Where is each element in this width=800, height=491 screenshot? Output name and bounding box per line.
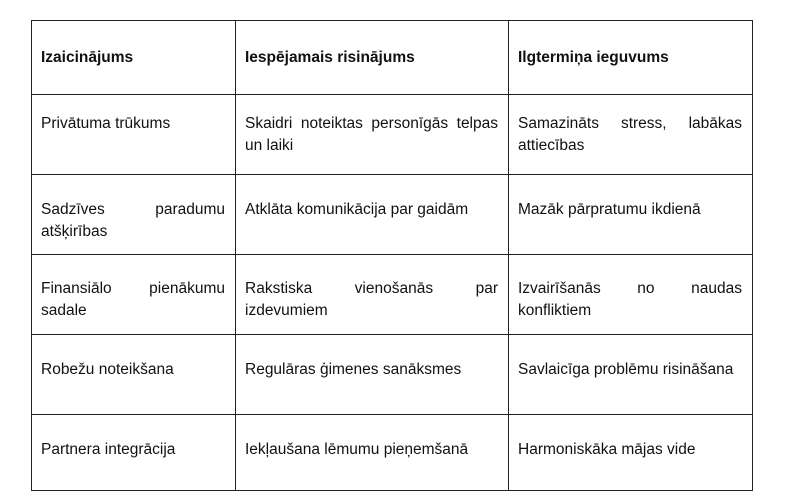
cell-challenge: Privātuma trūkums [32, 95, 236, 175]
cell-benefit: Samazināts stress, labākas attiecības [509, 95, 753, 175]
table-row [32, 175, 753, 255]
cell-solution: Iekļaušana lēmumu pieņemšanā [236, 415, 509, 491]
cell-challenge: Finansiālo pienākumu sadale [32, 255, 236, 335]
cell-benefit: Harmoniskāka mājas vide [509, 415, 753, 491]
table-row [32, 255, 753, 335]
cell-benefit: Mazāk pārpratumu ikdienā [509, 175, 753, 255]
cell-challenge: Partnera integrācija [32, 415, 236, 491]
cell-solution: Skaidri noteiktas personīgās telpas un laiki [236, 95, 509, 175]
cell-benefit: Savlaicīga problēmu risināšana [509, 335, 753, 415]
cell-challenge: Robežu noteikšana [32, 335, 236, 415]
header-benefit: Ilgtermiņa ieguvums [509, 21, 753, 95]
cell-solution: Rakstiska vienošanās par izdevumiem [236, 255, 509, 335]
table-row [32, 335, 753, 415]
cell-solution: Regulāras ģimenes sanāksmes [236, 335, 509, 415]
challenges-table [31, 20, 753, 491]
table-row [32, 415, 753, 491]
cell-solution: Atklāta komunikācija par gaidām [236, 175, 509, 255]
cell-benefit: Izvairīšanās no naudas konfliktiem [509, 255, 753, 335]
table-row [32, 95, 753, 175]
cell-challenge: Sadzīves paradumu atšķirības [32, 175, 236, 255]
table-header-row [32, 21, 753, 95]
header-solution: Iespējamais risinājums [236, 21, 509, 95]
header-challenge: Izaicinājums [32, 21, 236, 95]
